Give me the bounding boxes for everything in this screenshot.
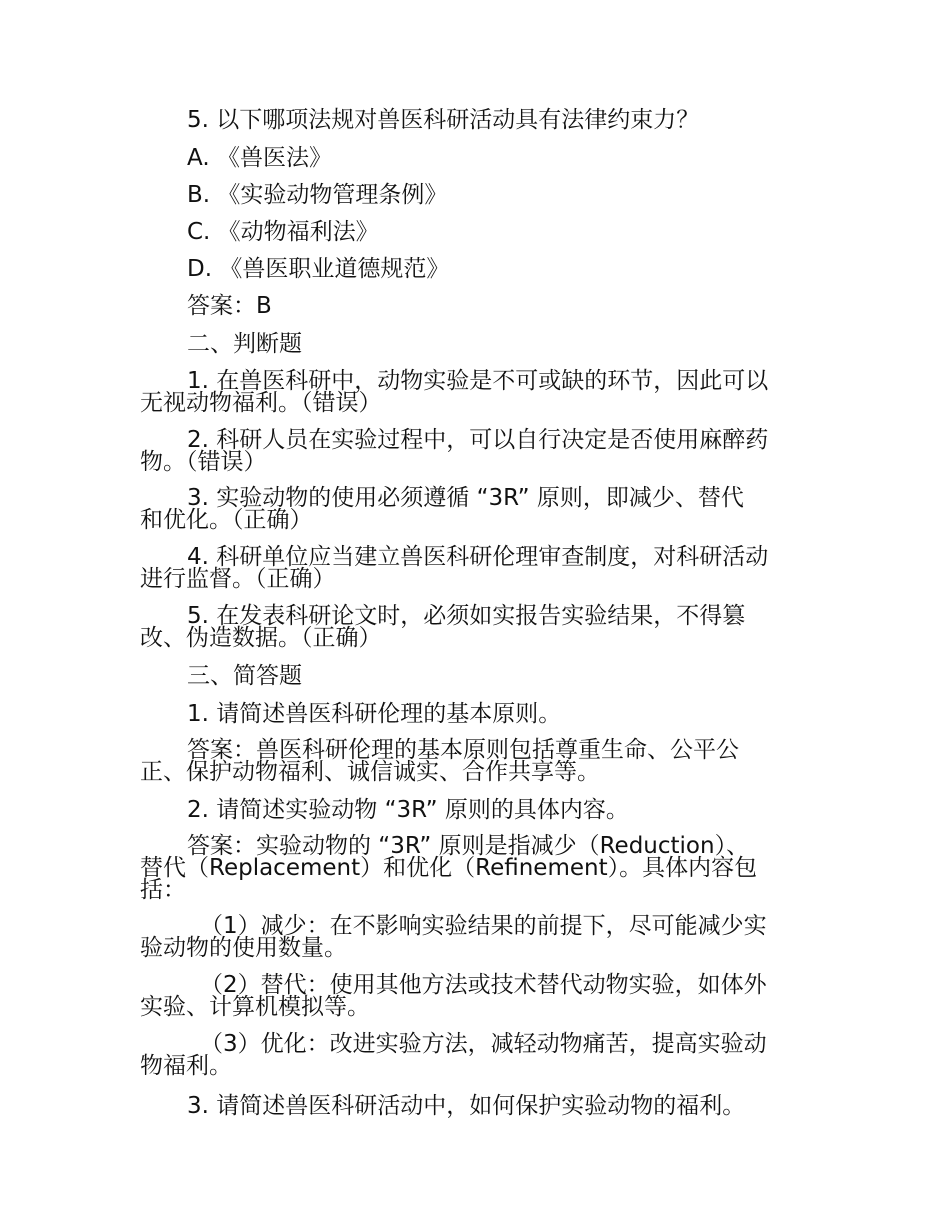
section-3-title: 三、简答题 bbox=[187, 663, 302, 689]
rule-point-1-line2: 验动物的使用数量。 bbox=[140, 935, 347, 961]
rule-point-1 bbox=[140, 915, 820, 959]
short-answer-1-line1: 答案：兽医科研伦理的基本原则包括尊重生命、公平公 bbox=[187, 737, 739, 763]
judgment-item-4-line2: 进行监督。（正确） bbox=[140, 566, 336, 592]
short-answer-2 bbox=[140, 835, 820, 901]
rule-point-3-line1: （3）优化：改进实验方法，减轻动物痛苦，提高实验动 bbox=[200, 1031, 767, 1057]
judgment-item-3 bbox=[140, 487, 820, 531]
rule-point-1-line1: （1）减少：在不影响实验结果的前提下，尽可能减少实 bbox=[200, 913, 767, 939]
judgment-item-3-line1: 3. 实验动物的使用必须遵循 “3R” 原则，即减少、替代 bbox=[187, 485, 744, 511]
short-answer-2-line1: 答案：实验动物的 “3R” 原则是指减少（Reduction）、 bbox=[187, 833, 750, 859]
question-5-answer: 答案：B bbox=[187, 293, 272, 319]
option-b: B. 《实验动物管理条例》 bbox=[187, 182, 448, 208]
short-answer-2-line3: 括： bbox=[140, 877, 186, 903]
short-question-2: 2. 请简述实验动物 “3R” 原则的具体内容。 bbox=[187, 797, 629, 823]
question-5-stem: 5. 以下哪项法规对兽医科研活动具有法律约束力？ bbox=[187, 107, 700, 133]
judgment-item-5 bbox=[140, 605, 820, 649]
short-answer-1 bbox=[140, 739, 820, 783]
judgment-item-3-line2: 和优化。（正确） bbox=[140, 507, 313, 533]
rule-point-2-line2: 实验、计算机模拟等。 bbox=[140, 994, 370, 1020]
short-answer-1-line2: 正、保护动物福利、诚信诚实、合作共享等。 bbox=[140, 759, 600, 785]
section-2-title: 二、判断题 bbox=[187, 331, 302, 357]
short-question-3: 3. 请简述兽医科研活动中，如何保护实验动物的福利。 bbox=[187, 1093, 746, 1119]
judgment-item-1-line2: 无视动物福利。（错误） bbox=[140, 390, 382, 416]
judgment-item-5-line2: 改、伪造数据。（正确） bbox=[140, 625, 382, 651]
rule-point-2 bbox=[140, 974, 820, 1018]
judgment-item-2 bbox=[140, 429, 820, 473]
rule-point-2-line1: （2）替代：使用其他方法或技术替代动物实验，如体外 bbox=[200, 972, 767, 998]
short-answer-2-line2: 替代（Replacement）和优化（Refinement）。具体内容包 bbox=[140, 855, 758, 881]
judgment-item-2-line1: 2. 科研人员在实验过程中，可以自行决定是否使用麻醉药 bbox=[187, 427, 769, 453]
judgment-item-1 bbox=[140, 370, 820, 414]
rule-point-3 bbox=[140, 1033, 820, 1077]
judgment-item-1-line1: 1. 在兽医科研中，动物实验是不可或缺的环节，因此可以 bbox=[187, 368, 769, 394]
option-c: C. 《动物福利法》 bbox=[187, 219, 379, 245]
judgment-item-4 bbox=[140, 546, 820, 590]
judgment-item-5-line1: 5. 在发表科研论文时，必须如实报告实验结果，不得篡 bbox=[187, 603, 746, 629]
rule-point-3-line2: 物福利。 bbox=[140, 1053, 232, 1079]
judgment-item-2-line2: 物。（错误） bbox=[140, 449, 267, 475]
option-a: A. 《兽医法》 bbox=[187, 145, 332, 171]
judgment-item-4-line1: 4. 科研单位应当建立兽医科研伦理审查制度，对科研活动 bbox=[187, 544, 769, 570]
option-d: D. 《兽医职业道德规范》 bbox=[187, 256, 450, 282]
short-question-1: 1. 请简述兽医科研伦理的基本原则。 bbox=[187, 701, 562, 727]
